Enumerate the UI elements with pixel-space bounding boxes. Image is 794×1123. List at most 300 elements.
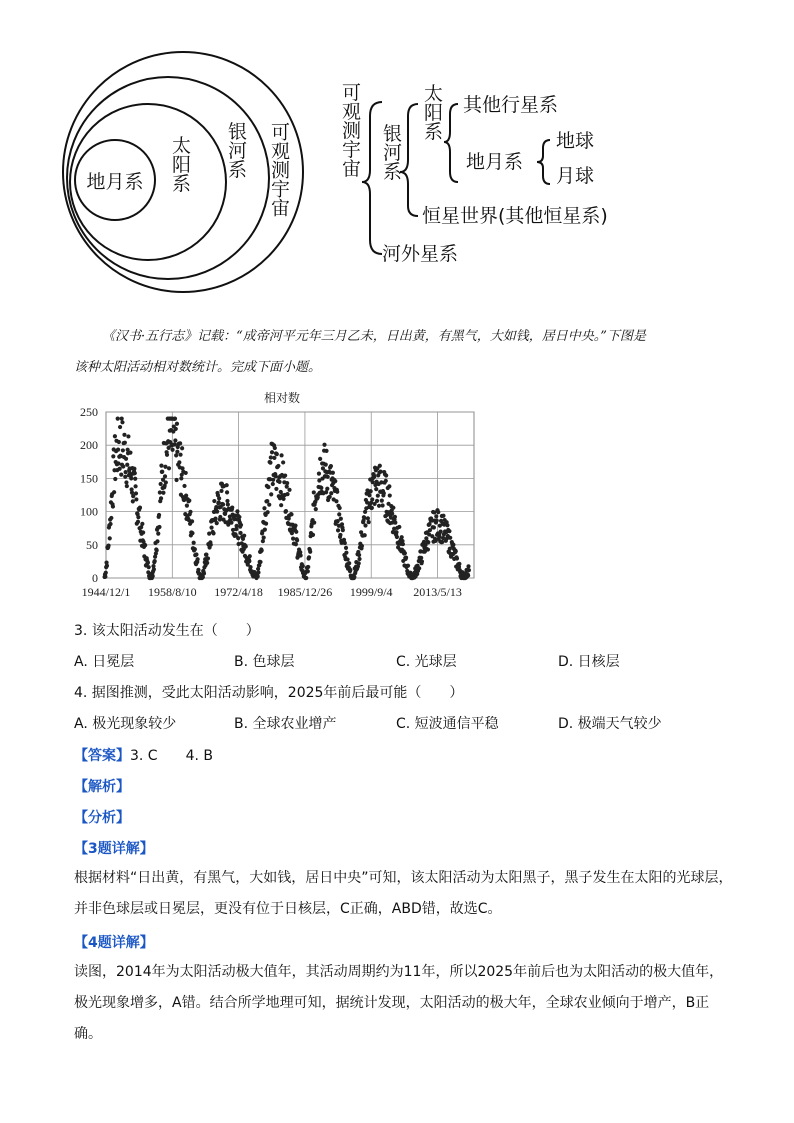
- data-point: [439, 529, 443, 533]
- data-point: [187, 498, 191, 502]
- data-point: [131, 499, 135, 503]
- chart-grid: [106, 412, 474, 578]
- data-point: [193, 547, 197, 551]
- data-point: [264, 522, 268, 526]
- data-point: [211, 531, 215, 535]
- data-point: [163, 474, 167, 478]
- data-point: [121, 448, 125, 452]
- q3-option-d[interactable]: D. 日核层: [558, 654, 620, 670]
- data-point: [113, 477, 117, 481]
- data-point: [270, 450, 274, 454]
- data-point: [374, 487, 378, 491]
- data-point: [157, 525, 161, 529]
- data-point: [159, 464, 163, 468]
- chart-x-ticks: [82, 585, 462, 599]
- data-point: [326, 475, 330, 479]
- bracket-solar: [444, 104, 458, 182]
- data-point: [387, 484, 391, 488]
- data-point: [295, 538, 299, 542]
- data-point: [404, 555, 408, 559]
- x-tick-label: 1999/9/4: [349, 585, 393, 599]
- data-point: [174, 427, 178, 431]
- data-point: [146, 560, 150, 564]
- data-point: [341, 528, 345, 532]
- data-point: [158, 490, 162, 494]
- data-point: [256, 574, 260, 578]
- data-point: [400, 535, 404, 539]
- chart-points: [102, 417, 471, 581]
- data-point: [179, 476, 183, 480]
- data-point: [173, 417, 177, 421]
- data-point: [274, 487, 278, 491]
- data-point: [335, 490, 339, 494]
- data-point: [344, 551, 348, 555]
- tree-earth-moon-system: 地月系: [466, 151, 524, 173]
- data-point: [236, 536, 240, 540]
- q4-detail-body: 读图，2014年为太阳活动极大值年，其活动周期约为11年，所以2025年前后也为太阳活动的极大值年，极光现象增多，A错。结合所学地理可知，据统计发现，太阳活动的极大年，全球农业倾向于增产，B正确。: [74, 964, 724, 1042]
- data-point: [174, 478, 178, 482]
- data-point: [237, 515, 241, 519]
- data-point: [454, 549, 458, 553]
- bracket-universe: [362, 102, 382, 254]
- data-point: [367, 520, 371, 524]
- data-point: [129, 476, 133, 480]
- q3-detail-title: 【3题详解】: [74, 841, 154, 857]
- data-point: [108, 522, 112, 526]
- data-point: [182, 484, 186, 488]
- tree-galaxy: 银河系: [380, 123, 402, 181]
- data-point: [394, 530, 398, 534]
- data-point: [108, 536, 112, 540]
- data-point: [312, 520, 316, 524]
- intro-line-2: 该种太阳活动相对数统计。完成下面小题。: [74, 360, 322, 375]
- data-point: [299, 553, 303, 557]
- data-point: [274, 474, 278, 478]
- data-point: [363, 533, 367, 537]
- data-point: [363, 523, 367, 527]
- data-point: [213, 517, 217, 521]
- data-point: [262, 506, 266, 510]
- data-point: [318, 457, 322, 461]
- data-point: [304, 576, 308, 580]
- data-point: [397, 525, 401, 529]
- data-point: [271, 482, 275, 486]
- data-point: [143, 543, 147, 547]
- data-point: [403, 551, 407, 555]
- data-point: [426, 547, 430, 551]
- data-point: [140, 522, 144, 526]
- bracket-galaxy: [400, 104, 418, 216]
- data-point: [275, 452, 279, 456]
- data-point: [188, 510, 192, 514]
- tree-solar-system: 太阳系: [421, 83, 443, 141]
- data-point: [167, 466, 171, 470]
- data-point: [178, 453, 182, 457]
- data-point: [375, 499, 379, 503]
- data-point: [225, 490, 229, 494]
- data-point: [120, 417, 124, 421]
- y-tick-label: 200: [80, 438, 98, 453]
- data-point: [376, 494, 380, 498]
- data-point: [235, 509, 239, 513]
- data-point: [111, 454, 115, 458]
- data-point: [242, 534, 246, 538]
- data-point: [248, 565, 252, 569]
- data-point: [125, 484, 129, 488]
- data-point: [377, 504, 381, 508]
- data-point: [271, 478, 275, 482]
- data-point: [384, 479, 388, 483]
- data-point: [147, 565, 151, 569]
- data-point: [126, 434, 130, 438]
- data-point: [103, 575, 107, 579]
- answer-line: [74, 745, 213, 765]
- fenxi-tag: 【分析】: [74, 810, 130, 826]
- q4-detail-title: 【4题详解】: [74, 935, 154, 951]
- tree-moon: 月球: [556, 165, 595, 187]
- data-point: [128, 451, 132, 455]
- chart-title: 相对数: [263, 391, 301, 405]
- data-point: [382, 491, 386, 495]
- data-point: [317, 472, 321, 476]
- data-point: [256, 570, 260, 574]
- data-point: [337, 512, 341, 516]
- data-point: [106, 544, 110, 548]
- data-point: [384, 473, 388, 477]
- y-tick-label: 0: [92, 571, 98, 585]
- data-point: [190, 531, 194, 535]
- data-point: [235, 524, 239, 528]
- data-point: [343, 541, 347, 545]
- data-point: [163, 465, 167, 469]
- data-point: [133, 484, 137, 488]
- answer-tag: 【答案】: [74, 748, 130, 764]
- data-point: [265, 499, 269, 503]
- data-point: [207, 532, 211, 536]
- data-point: [155, 539, 159, 543]
- data-point: [311, 533, 315, 537]
- data-point: [417, 566, 421, 570]
- data-point: [206, 556, 210, 560]
- data-point: [238, 531, 242, 535]
- data-point: [204, 553, 208, 557]
- data-point: [215, 521, 219, 525]
- q4-option-c[interactable]: C. 短波通信平稳: [396, 716, 499, 732]
- data-point: [120, 420, 124, 424]
- data-point: [308, 550, 312, 554]
- data-point: [161, 491, 165, 495]
- data-point: [380, 503, 384, 507]
- data-point: [202, 571, 206, 575]
- data-point: [436, 510, 440, 514]
- data-point: [370, 497, 374, 501]
- data-point: [334, 499, 338, 503]
- y-tick-label: 100: [80, 504, 98, 519]
- question-3: 3. 该太阳活动发生在（ ）: [74, 623, 260, 639]
- q3-option-b[interactable]: B. 色球层: [234, 654, 295, 670]
- data-point: [123, 475, 127, 479]
- chart-y-ticks: [80, 405, 98, 585]
- data-point: [312, 490, 316, 494]
- data-point: [121, 464, 125, 468]
- data-point: [266, 485, 270, 489]
- data-point: [159, 482, 163, 486]
- data-point: [184, 493, 188, 497]
- data-point: [294, 530, 298, 534]
- data-point: [406, 564, 410, 568]
- data-point: [157, 513, 161, 517]
- data-point: [432, 525, 436, 529]
- data-point: [448, 536, 452, 540]
- data-point: [117, 440, 121, 444]
- data-point: [219, 489, 223, 493]
- data-point: [185, 504, 189, 508]
- data-point: [435, 518, 439, 522]
- data-point: [388, 493, 392, 497]
- data-point: [221, 502, 225, 506]
- data-point: [434, 514, 438, 518]
- data-point: [328, 495, 332, 499]
- x-tick-label: 1972/4/18: [214, 585, 263, 599]
- x-tick-label: 1985/12/26: [277, 585, 333, 599]
- data-point: [285, 492, 289, 496]
- label-earth-moon: 地月系: [86, 171, 144, 193]
- data-point: [248, 554, 252, 558]
- label-solar-system: 太阳系: [169, 135, 191, 193]
- y-tick-label: 250: [80, 405, 98, 419]
- data-point: [124, 480, 128, 484]
- data-point: [322, 443, 326, 447]
- tree-stellar-world: 恒星世界(其他恒星系): [422, 205, 608, 227]
- data-point: [284, 509, 288, 513]
- data-point: [105, 564, 109, 568]
- data-point: [445, 523, 449, 527]
- intro-line-1: 《汉书·五行志》记载：“成帝河平元年三月乙未，日出黄，有黑气，大如钱，居日中央。”下图是: [102, 329, 646, 344]
- data-point: [124, 457, 128, 461]
- data-point: [307, 555, 311, 559]
- data-point: [138, 506, 142, 510]
- universe-hierarchy-diagrams: [0, 0, 794, 300]
- tree-observable-universe: 可观测宇宙: [339, 82, 361, 178]
- data-point: [393, 521, 397, 525]
- data-point: [348, 568, 352, 572]
- data-point: [329, 491, 333, 495]
- label-galaxy: 银河系: [225, 121, 247, 179]
- data-point: [324, 449, 328, 453]
- data-point: [263, 527, 267, 531]
- data-point: [419, 556, 423, 560]
- data-point: [440, 540, 444, 544]
- data-point: [362, 516, 366, 520]
- sunspot-chart: [60, 386, 490, 606]
- data-point: [339, 517, 343, 521]
- data-point: [133, 471, 137, 475]
- data-point: [269, 492, 273, 496]
- data-point: [116, 448, 120, 452]
- data-point: [247, 559, 251, 563]
- data-point: [175, 450, 179, 454]
- data-point: [357, 561, 361, 565]
- data-point: [133, 477, 137, 481]
- data-point: [367, 493, 371, 497]
- data-point: [174, 453, 178, 457]
- data-point: [291, 537, 295, 541]
- q3-detail-body: 根据材料“日出黄，有黑气，大如钱，居日中央”可知，该太阳活动为太阳黑子，黑子发生在太阳的光球层，并非色球层或日冕层，更没有位于日核层，C正确，ABD错，故选C。: [74, 870, 733, 917]
- data-point: [136, 520, 140, 524]
- q3-option-c[interactable]: C. 光球层: [396, 654, 457, 670]
- data-point: [184, 471, 188, 475]
- data-point: [258, 560, 262, 564]
- data-point: [294, 542, 298, 546]
- data-point: [338, 533, 342, 537]
- data-point: [230, 505, 234, 509]
- bracket-earth-moon: [537, 140, 550, 184]
- data-point: [283, 473, 287, 477]
- data-point: [215, 509, 219, 513]
- data-point: [116, 461, 120, 465]
- question-4: 4. 据图推测，受此太阳活动影响，2025年前后最可能（ ）: [74, 685, 464, 701]
- data-point: [272, 456, 276, 460]
- data-point: [281, 460, 285, 464]
- data-point: [325, 487, 329, 491]
- data-point: [194, 552, 198, 556]
- data-point: [269, 455, 273, 459]
- data-point: [314, 507, 318, 511]
- data-point: [152, 567, 156, 571]
- data-point: [173, 438, 177, 442]
- data-point: [319, 486, 323, 490]
- data-point: [289, 512, 293, 516]
- data-point: [209, 543, 213, 547]
- data-point: [192, 541, 196, 545]
- data-point: [336, 528, 340, 532]
- data-point: [277, 480, 281, 484]
- data-point: [268, 461, 272, 465]
- data-point: [260, 548, 264, 552]
- data-point: [151, 574, 155, 578]
- data-point: [390, 512, 394, 516]
- data-point: [178, 441, 182, 445]
- data-point: [267, 503, 271, 507]
- q3-option-a[interactable]: A. 日冕层: [74, 654, 135, 670]
- data-point: [119, 473, 123, 477]
- data-point: [395, 535, 399, 539]
- data-point: [401, 542, 405, 546]
- data-point: [239, 523, 243, 527]
- data-point: [447, 529, 451, 533]
- data-point: [287, 488, 291, 492]
- data-point: [276, 464, 280, 468]
- data-point: [118, 467, 122, 471]
- data-point: [293, 523, 297, 527]
- data-point: [134, 491, 138, 495]
- data-point: [205, 561, 209, 565]
- data-point: [164, 480, 168, 484]
- data-point: [196, 568, 200, 572]
- data-point: [177, 460, 181, 464]
- data-point: [217, 496, 221, 500]
- data-point: [116, 417, 120, 421]
- data-point: [345, 557, 349, 561]
- data-point: [153, 559, 157, 563]
- data-point: [122, 433, 126, 437]
- data-point: [366, 516, 370, 520]
- data-point: [441, 514, 445, 518]
- data-point: [306, 565, 310, 569]
- data-point: [451, 543, 455, 547]
- data-point: [170, 448, 174, 452]
- data-point: [279, 453, 283, 457]
- x-tick-label: 2013/5/13: [413, 585, 462, 599]
- q4-option-d[interactable]: D. 极端天气较少: [558, 716, 662, 732]
- data-point: [324, 490, 328, 494]
- data-point: [427, 522, 431, 526]
- tree-extragalactic: 河外星系: [382, 243, 459, 265]
- data-point: [134, 497, 138, 501]
- y-tick-label: 50: [86, 537, 98, 552]
- data-point: [160, 470, 164, 474]
- data-point: [261, 539, 265, 543]
- data-point: [391, 506, 395, 510]
- data-point: [273, 446, 277, 450]
- data-point: [244, 544, 248, 548]
- data-point: [141, 530, 145, 534]
- data-point: [393, 515, 397, 519]
- data-point: [347, 561, 351, 565]
- q4-option-b[interactable]: B. 全球农业增产: [234, 716, 337, 732]
- data-point: [333, 479, 337, 483]
- data-point: [281, 497, 285, 501]
- data-point: [466, 564, 470, 568]
- data-point: [155, 548, 159, 552]
- x-tick-label: 1944/12/1: [81, 585, 131, 599]
- data-point: [420, 559, 424, 563]
- data-point: [437, 535, 441, 539]
- data-point: [266, 510, 270, 514]
- data-point: [190, 519, 194, 523]
- tree-other-planetary-systems: 其他行星系: [463, 94, 559, 116]
- data-point: [201, 575, 205, 579]
- q4-option-a[interactable]: A. 极光现象较少: [74, 716, 177, 732]
- data-point: [338, 506, 342, 510]
- data-point: [113, 434, 117, 438]
- analysis-tag: 【解析】: [74, 779, 130, 795]
- data-point: [125, 463, 129, 467]
- data-point: [209, 526, 213, 530]
- data-point: [369, 489, 373, 493]
- data-point: [306, 569, 310, 573]
- data-point: [175, 422, 179, 426]
- data-point: [104, 571, 108, 575]
- data-point: [217, 500, 221, 504]
- data-point: [466, 573, 470, 577]
- data-point: [379, 470, 383, 474]
- data-point: [357, 553, 361, 557]
- data-point: [455, 556, 459, 560]
- x-tick-label: 1958/8/10: [147, 585, 197, 599]
- data-point: [132, 467, 136, 471]
- data-point: [331, 471, 335, 475]
- data-point: [324, 463, 328, 467]
- data-point: [226, 502, 230, 506]
- data-point: [109, 516, 113, 520]
- data-point: [229, 521, 233, 525]
- nested-circles-diagram: [63, 52, 303, 292]
- data-point: [378, 464, 382, 468]
- data-point: [426, 540, 430, 544]
- data-point: [111, 504, 115, 508]
- data-point: [380, 499, 384, 503]
